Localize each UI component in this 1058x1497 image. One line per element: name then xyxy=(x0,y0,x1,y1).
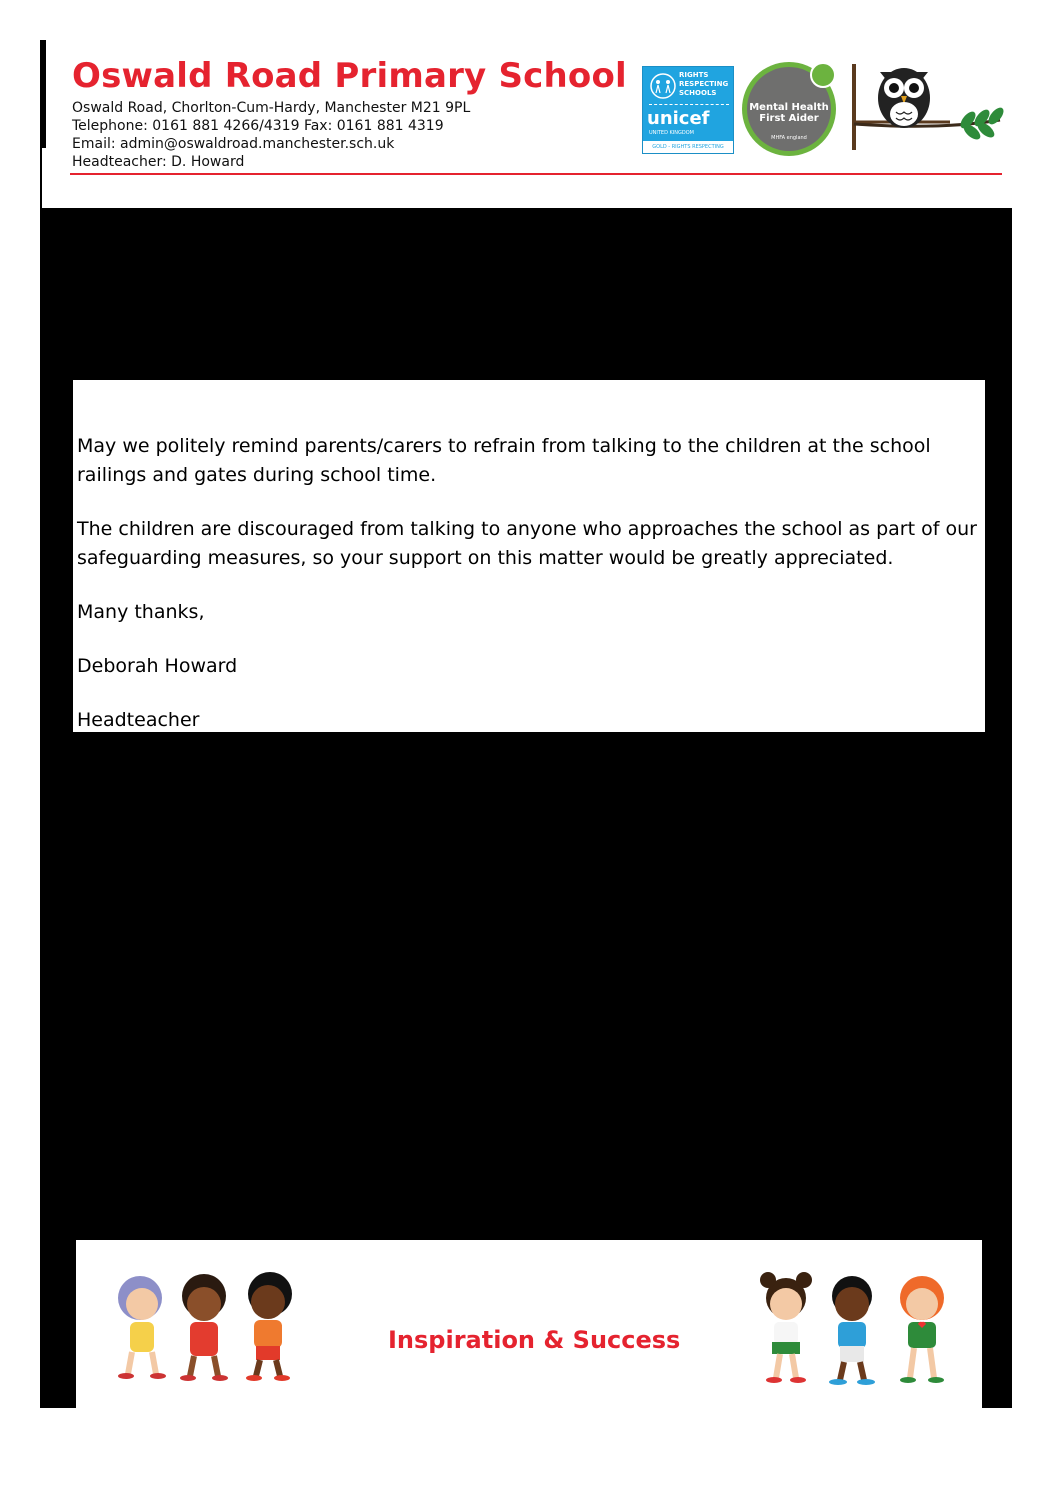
school-motto: Inspiration & Success xyxy=(388,1326,681,1354)
three-children-left-icon xyxy=(96,1266,310,1386)
badge-divider xyxy=(649,104,729,105)
school-telephone: Telephone: 0161 881 4266/4319 Fax: 0161 881 4319 xyxy=(72,118,444,134)
signatory-role: Headteacher xyxy=(77,709,200,731)
unicef-country: UNITED KINGDOM xyxy=(649,130,694,136)
mhfa-line-2: First Aider xyxy=(759,113,819,124)
school-name: Oswald Road Primary School xyxy=(72,56,627,96)
signatory-name: Deborah Howard xyxy=(77,655,238,677)
school-headteacher: Headteacher: D. Howard xyxy=(72,154,245,170)
unicef-wordmark: unicef xyxy=(647,108,710,129)
rrs-line-2: RESPECTING xyxy=(679,80,729,88)
notice-paragraph-2: The children are discouraged from talking to anyone who approaches the school as part of our safeguarding measures, so your support on this matter would be greatly appreciated. xyxy=(77,518,977,569)
notice-paragraph-1: May we politely remind parents/carers to refrain from talking to the children at the school railings and gates during school time. xyxy=(77,435,931,486)
left-border-line xyxy=(40,148,42,208)
contact-details xyxy=(72,99,470,171)
mhfa-title xyxy=(747,102,831,124)
school-email: Email: admin@oswaldroad.manchester.sch.uk xyxy=(72,136,395,152)
left-border-bar xyxy=(40,40,46,148)
notice-panel xyxy=(73,380,985,732)
rrs-label xyxy=(679,71,728,98)
mhfa-org: MHFA england xyxy=(771,135,807,141)
unicef-rrs-badge xyxy=(642,66,734,154)
closing-line: Many thanks, xyxy=(77,601,205,623)
rrs-line-1: RIGHTS xyxy=(679,71,709,79)
notice-body xyxy=(77,432,977,760)
school-address: Oswald Road, Chorlton-Cum-Hardy, Manchester M21 9PL xyxy=(72,100,471,116)
footer-banner xyxy=(76,1240,982,1408)
three-children-right-icon xyxy=(746,1266,960,1390)
award-level: GOLD - RIGHTS RESPECTING xyxy=(643,141,733,153)
owl-on-branch-icon xyxy=(850,62,1008,154)
mhfa-line-1: Mental Health xyxy=(749,102,829,113)
rrs-line-3: SCHOOLS xyxy=(679,89,717,97)
children-globe-icon xyxy=(649,71,677,101)
header-divider xyxy=(70,173,1002,175)
mhfa-badge xyxy=(742,62,836,156)
leaf-icon xyxy=(810,62,836,88)
